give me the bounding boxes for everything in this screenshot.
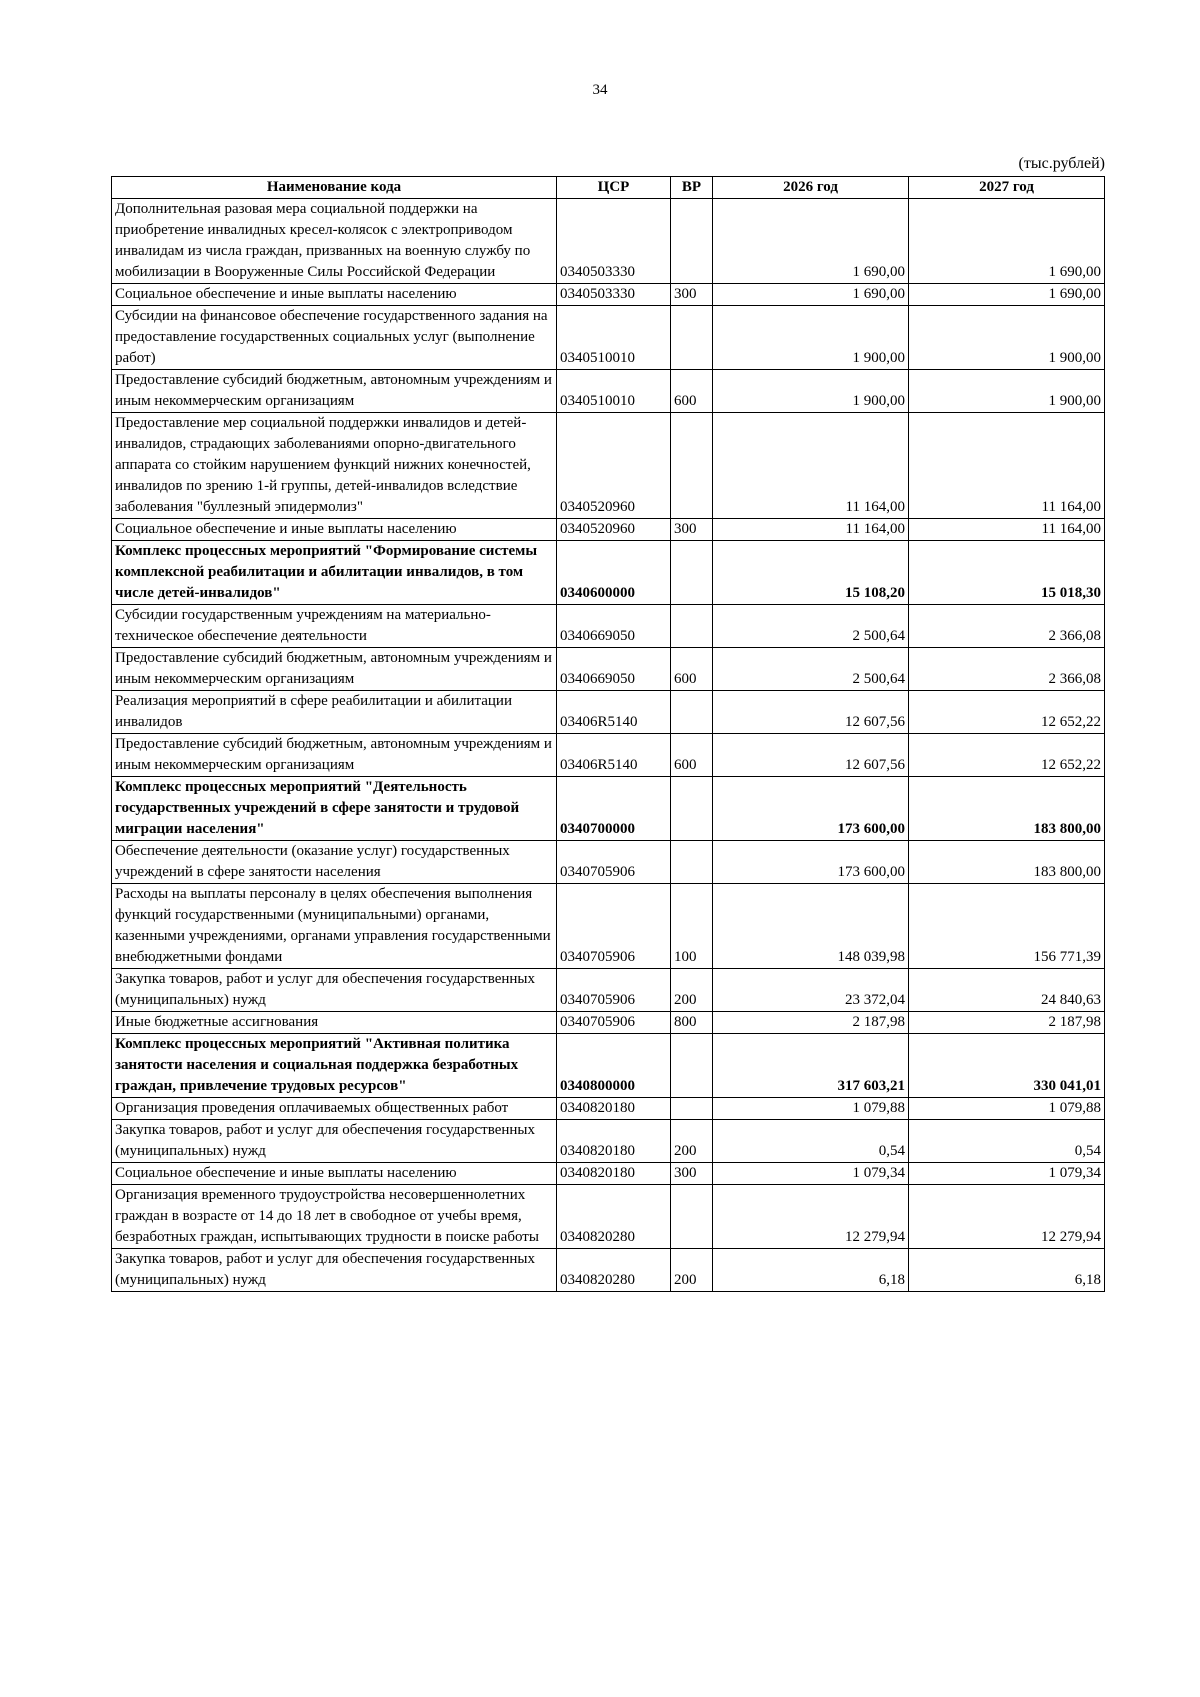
row-vr-cell: [671, 605, 713, 648]
row-vr-cell: [671, 199, 713, 284]
row-csr-cell: 0340510010: [557, 306, 671, 370]
row-vr-cell: 300: [671, 284, 713, 306]
row-csr-cell: 03406R5140: [557, 734, 671, 777]
row-2027-cell: 0,54: [909, 1120, 1105, 1163]
row-2027-cell: 330 041,01: [909, 1034, 1105, 1098]
row-name-cell: Предоставление субсидий бюджетным, автономным учреждениям и иным некоммерческим организациям: [112, 648, 557, 691]
row-2026-cell: 12 279,94: [713, 1185, 909, 1249]
header-row: [112, 177, 1105, 199]
table-row: [112, 648, 1105, 691]
table-row: [112, 884, 1105, 969]
row-2026-cell: 2 187,98: [713, 1012, 909, 1034]
table-row: [112, 1034, 1105, 1098]
row-csr-cell: 0340600000: [557, 541, 671, 605]
row-vr-cell: [671, 777, 713, 841]
header-2027: 2027 год: [909, 177, 1105, 199]
row-name-cell: Предоставление мер социальной поддержки инвалидов и детей-инвалидов, страдающих заболеваниями опорно-двигательного аппарата со стойким нарушением функций нижних конечностей, инвалидов по зрению 1-й группы, детей-инвалидов вследствие заболевания "буллезный эпидермолиз": [112, 413, 557, 519]
row-2027-cell: 12 652,22: [909, 734, 1105, 777]
table-row: [112, 841, 1105, 884]
table-row: [112, 777, 1105, 841]
row-2026-cell: 12 607,56: [713, 691, 909, 734]
row-csr-cell: 0340800000: [557, 1034, 671, 1098]
header-name: Наименование кода: [112, 177, 557, 199]
row-vr-cell: 300: [671, 519, 713, 541]
table-row: [112, 1120, 1105, 1163]
row-csr-cell: 0340705906: [557, 841, 671, 884]
table-row: [112, 1163, 1105, 1185]
row-2026-cell: 148 039,98: [713, 884, 909, 969]
table-row: [112, 1098, 1105, 1120]
row-2026-cell: 1 690,00: [713, 284, 909, 306]
row-2027-cell: 11 164,00: [909, 519, 1105, 541]
row-csr-cell: 0340503330: [557, 199, 671, 284]
row-vr-cell: [671, 541, 713, 605]
table-row: [112, 284, 1105, 306]
row-vr-cell: 200: [671, 969, 713, 1012]
row-2027-cell: 2 366,08: [909, 605, 1105, 648]
row-2026-cell: 11 164,00: [713, 413, 909, 519]
row-2027-cell: 1 900,00: [909, 370, 1105, 413]
row-name-cell: Реализация мероприятий в сфере реабилитации и абилитации инвалидов: [112, 691, 557, 734]
row-csr-cell: 0340700000: [557, 777, 671, 841]
table-row: [112, 605, 1105, 648]
row-name-cell: Предоставление субсидий бюджетным, автономным учреждениям и иным некоммерческим организациям: [112, 734, 557, 777]
table-row: [112, 969, 1105, 1012]
row-vr-cell: [671, 1185, 713, 1249]
row-csr-cell: 0340520960: [557, 519, 671, 541]
header-2026: 2026 год: [713, 177, 909, 199]
row-vr-cell: 200: [671, 1120, 713, 1163]
row-csr-cell: 0340503330: [557, 284, 671, 306]
row-2027-cell: 2 366,08: [909, 648, 1105, 691]
row-csr-cell: 0340669050: [557, 605, 671, 648]
row-name-cell: Иные бюджетные ассигнования: [112, 1012, 557, 1034]
row-2027-cell: 1 079,34: [909, 1163, 1105, 1185]
row-2027-cell: 12 652,22: [909, 691, 1105, 734]
row-csr-cell: 03406R5140: [557, 691, 671, 734]
row-2026-cell: 6,18: [713, 1249, 909, 1292]
table-row: [112, 1012, 1105, 1034]
table-row: [112, 1185, 1105, 1249]
row-name-cell: Субсидии на финансовое обеспечение государственного задания на предоставление государственных социальных услуг (выполнение работ): [112, 306, 557, 370]
row-2026-cell: 1 900,00: [713, 306, 909, 370]
row-2026-cell: 173 600,00: [713, 841, 909, 884]
table-row: [112, 541, 1105, 605]
row-2026-cell: 12 607,56: [713, 734, 909, 777]
row-2027-cell: 6,18: [909, 1249, 1105, 1292]
row-2027-cell: 1 079,88: [909, 1098, 1105, 1120]
row-2027-cell: 24 840,63: [909, 969, 1105, 1012]
row-vr-cell: 100: [671, 884, 713, 969]
row-csr-cell: 0340705906: [557, 969, 671, 1012]
row-name-cell: Дополнительная разовая мера социальной поддержки на приобретение инвалидных кресел-колясок с электроприводом инвалидам из числа граждан, призванных на военную службу по мобилизации в Вооруженные Силы Российской Федерации: [112, 199, 557, 284]
table-header: [112, 177, 1105, 199]
row-2026-cell: 173 600,00: [713, 777, 909, 841]
row-csr-cell: 0340820280: [557, 1185, 671, 1249]
row-2027-cell: 1 900,00: [909, 306, 1105, 370]
table-row: [112, 199, 1105, 284]
row-2026-cell: 1 900,00: [713, 370, 909, 413]
row-2027-cell: 11 164,00: [909, 413, 1105, 519]
row-csr-cell: 0340820180: [557, 1098, 671, 1120]
table-row: [112, 734, 1105, 777]
row-name-cell: Обеспечение деятельности (оказание услуг) государственных учреждений в сфере занятости населения: [112, 841, 557, 884]
row-2026-cell: 2 500,64: [713, 648, 909, 691]
row-vr-cell: [671, 306, 713, 370]
row-name-cell: Организация временного трудоустройства несовершеннолетних граждан в возрасте от 14 до 18 лет в свободное от учебы время, безработных граждан, испытывающих трудности в поиске работы: [112, 1185, 557, 1249]
row-2026-cell: 1 079,34: [713, 1163, 909, 1185]
table-row: [112, 413, 1105, 519]
row-csr-cell: 0340820180: [557, 1120, 671, 1163]
units-label: (тыс.рублей): [1018, 155, 1105, 172]
row-vr-cell: 200: [671, 1249, 713, 1292]
row-csr-cell: 0340705906: [557, 1012, 671, 1034]
row-name-cell: Комплекс процессных мероприятий "Активная политика занятости населения и социальная поддержка безработных граждан, привлечение трудовых ресурсов": [112, 1034, 557, 1098]
row-name-cell: Организация проведения оплачиваемых общественных работ: [112, 1098, 557, 1120]
row-csr-cell: 0340520960: [557, 413, 671, 519]
row-csr-cell: 0340510010: [557, 370, 671, 413]
table-row: [112, 1249, 1105, 1292]
row-csr-cell: 0340669050: [557, 648, 671, 691]
row-csr-cell: 0340820280: [557, 1249, 671, 1292]
row-name-cell: Социальное обеспечение и иные выплаты населению: [112, 284, 557, 306]
row-name-cell: Закупка товаров, работ и услуг для обеспечения государственных (муниципальных) нужд: [112, 1120, 557, 1163]
row-name-cell: Субсидии государственным учреждениям на материально-техническое обеспечение деятельности: [112, 605, 557, 648]
row-name-cell: Закупка товаров, работ и услуг для обеспечения государственных (муниципальных) нужд: [112, 1249, 557, 1292]
row-2026-cell: 2 500,64: [713, 605, 909, 648]
row-name-cell: Комплекс процессных мероприятий "Деятельность государственных учреждений в сфере занятости и трудовой миграции населения": [112, 777, 557, 841]
row-2027-cell: 12 279,94: [909, 1185, 1105, 1249]
table-body: [112, 199, 1105, 1292]
table-row: [112, 691, 1105, 734]
row-vr-cell: 600: [671, 734, 713, 777]
row-vr-cell: [671, 1098, 713, 1120]
row-name-cell: Расходы на выплаты персоналу в целях обеспечения выполнения функций государственными (муниципальными) органами, казенными учреждениями, органами управления государственными внебюджетными фондами: [112, 884, 557, 969]
row-vr-cell: 600: [671, 370, 713, 413]
row-csr-cell: 0340820180: [557, 1163, 671, 1185]
row-name-cell: Социальное обеспечение и иные выплаты населению: [112, 519, 557, 541]
budget-table: [111, 176, 1105, 1292]
row-2027-cell: 156 771,39: [909, 884, 1105, 969]
row-vr-cell: 800: [671, 1012, 713, 1034]
table-row: [112, 370, 1105, 413]
row-2026-cell: 0,54: [713, 1120, 909, 1163]
row-2027-cell: 183 800,00: [909, 841, 1105, 884]
row-2027-cell: 1 690,00: [909, 284, 1105, 306]
row-2026-cell: 11 164,00: [713, 519, 909, 541]
row-2026-cell: 1 079,88: [713, 1098, 909, 1120]
row-name-cell: Закупка товаров, работ и услуг для обеспечения государственных (муниципальных) нужд: [112, 969, 557, 1012]
row-name-cell: Социальное обеспечение и иные выплаты населению: [112, 1163, 557, 1185]
row-2027-cell: 2 187,98: [909, 1012, 1105, 1034]
row-vr-cell: [671, 413, 713, 519]
row-2027-cell: 1 690,00: [909, 199, 1105, 284]
table-row: [112, 519, 1105, 541]
header-vr: ВР: [671, 177, 713, 199]
row-name-cell: Комплекс процессных мероприятий "Формирование системы комплексной реабилитации и абилитации инвалидов, в том числе детей-инвалидов": [112, 541, 557, 605]
row-vr-cell: 300: [671, 1163, 713, 1185]
page-number: 34: [592, 82, 608, 98]
row-2026-cell: 15 108,20: [713, 541, 909, 605]
row-2026-cell: 23 372,04: [713, 969, 909, 1012]
row-vr-cell: [671, 841, 713, 884]
row-2027-cell: 15 018,30: [909, 541, 1105, 605]
row-2026-cell: 317 603,21: [713, 1034, 909, 1098]
row-vr-cell: [671, 1034, 713, 1098]
row-name-cell: Предоставление субсидий бюджетным, автономным учреждениям и иным некоммерческим организациям: [112, 370, 557, 413]
row-2026-cell: 1 690,00: [713, 199, 909, 284]
row-vr-cell: [671, 691, 713, 734]
header-csr: ЦСР: [557, 177, 671, 199]
table-row: [112, 306, 1105, 370]
row-2027-cell: 183 800,00: [909, 777, 1105, 841]
row-vr-cell: 600: [671, 648, 713, 691]
row-csr-cell: 0340705906: [557, 884, 671, 969]
